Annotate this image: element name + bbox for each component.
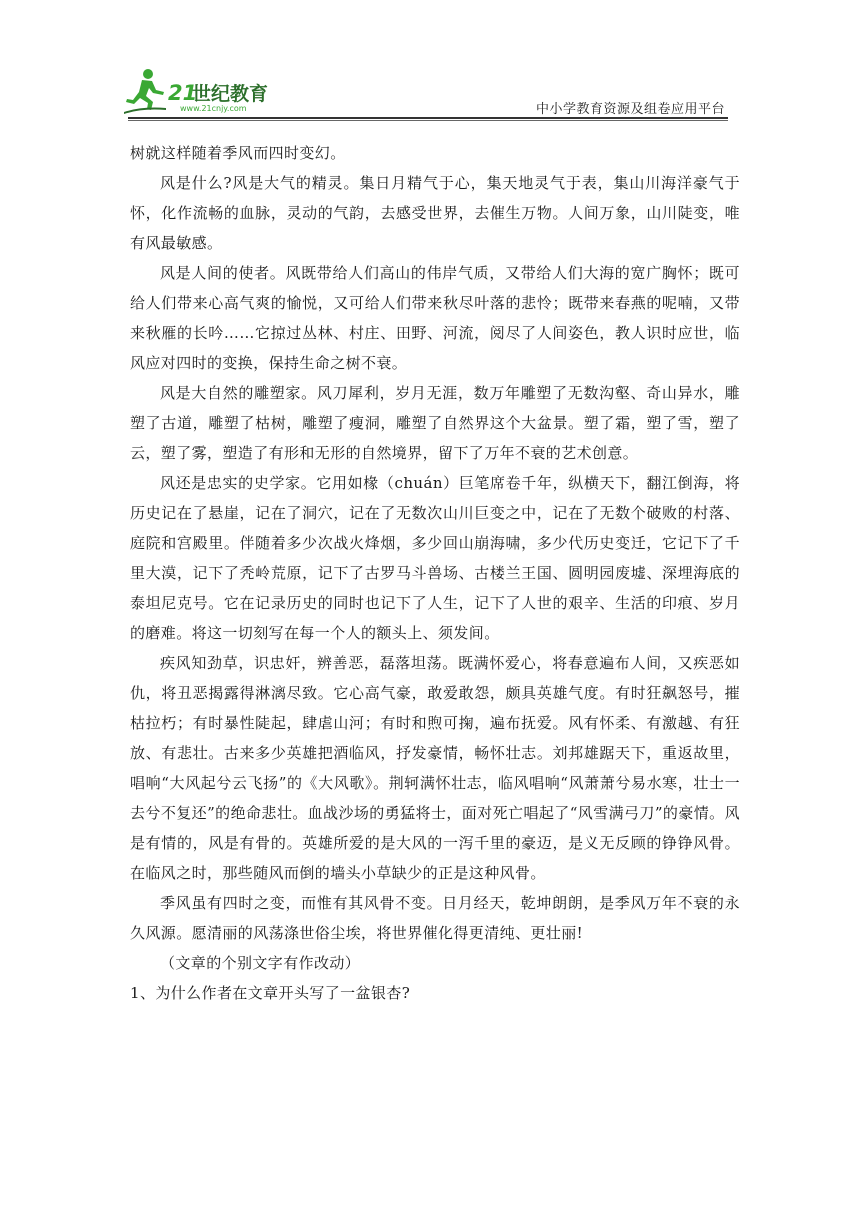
paragraph-1: 风是什么?风是大气的精灵。集日月精气于心，集天地灵气于表，集山川海洋豪气于怀，化作流畅的血脉，灵动的气韵，去感受世界，去催生万物。人间万象，山川陡变，唯有风最敏感。 (130, 174, 740, 252)
source-note: （文章的个别文字有作改动） (160, 954, 361, 972)
paragraph-4: 风还是忠实的史学家。它用如椽（chuán）巨笔席卷千年，纵横天下，翻江倒海，将历史记在了悬崖，记在了洞穴，记在了无数次山川巨变之中，记在了无数个破败的村落、庭院和宫殿里。伴随着多少次战火烽烟，多少回山崩海啸，多少代历史变迁，它记下了千里大漠，记下了秃岭荒原，记下了古罗马斗兽场、古楼兰王国、圆明园废墟、深埋海底的泰坦尼克号。它在记录历史的同时也记下了人生，记下了人世的艰辛、生活的印痕、岁月的磨难。将这一切刻写在每一个人的额头上、须发间。 (130, 474, 740, 642)
logo (122, 66, 292, 116)
paragraph-6: 季风虽有四时之变，而惟有其风骨不变。日月经天，乾坤朗朗，是季风万年不衰的永久风源。愿清丽的风荡涤世俗尘埃，将世界催化得更清纯、更壮丽! (130, 894, 740, 942)
svg-text:世纪教育: 世纪教育 (192, 83, 269, 105)
paragraph-5: 疾风知劲草，识忠奸，辨善恶，磊落坦荡。既满怀爱心，将春意遍布人间，又疾恶如仇，将丑恶揭露得淋漓尽致。它心高气豪，敢爱敢怨，颇具英雄气度。有时狂飙怒号，摧枯拉朽；有时暴性陡起，肆虐山河；有时和煦可掬，遍布抚爱。风有怀柔、有激越、有狂放、有悲壮。古来多少英雄把酒临风，抒发豪情，畅怀壮志。刘邦雄踞天下，重返故里，唱响“大风起兮云飞扬”的《大风歌》。荆轲满怀壮志，临风唱响“风萧萧兮易水寒，壮士一去兮不复还”的绝命悲壮。血战沙场的勇猛将士，面对死亡唱起了“风雪满弓刀”的豪情。风是有情的，风是有骨的。英雄所爱的是大风的一泻千里的豪迈，是义无反顾的铮铮风骨。在临风之时，那些随风而倒的墙头小草缺少的正是这种风骨。 (130, 654, 740, 882)
paragraph-0: 树就这样随着季风而四时变幻。 (130, 144, 346, 162)
runner-logo-icon (122, 66, 292, 116)
paragraph-3: 风是大自然的雕塑家。风刀犀利，岁月无涯，数万年雕塑了无数沟壑、奇山异水，雕塑了古道，雕塑了枯树，雕塑了瘦洞，雕塑了自然界这个大盆景。塑了霜，塑了雪，塑了云，塑了雾，塑造了有形和无形的自然境界，留下了万年不衰的艺术创意。 (130, 384, 740, 462)
svg-text:21: 21 (168, 81, 198, 105)
platform-name: 中小学教育资源及组卷应用平台 (535, 102, 725, 117)
paragraph-2: 风是人间的使者。风既带给人们高山的伟岸气质，又带给人们大海的宽广胸怀；既可给人们带来心高气爽的愉悦，又可给人们带来秋尽叶落的悲怜；既带来春燕的呢喃，又带来秋雁的长吟……它掠过丛林、村庄、田野、河流，阅尽了人间姿色，教人识时应世，临风应对四时的变换，保持生命之树不衰。 (130, 264, 740, 372)
header-divider (128, 117, 728, 119)
page-header (0, 0, 860, 125)
svg-text:www.21cnjy.com: www.21cnjy.com (180, 104, 247, 113)
article-body (130, 138, 740, 1008)
question-1: 1、为什么作者在文章开头写了一盆银杏? (130, 984, 411, 1002)
